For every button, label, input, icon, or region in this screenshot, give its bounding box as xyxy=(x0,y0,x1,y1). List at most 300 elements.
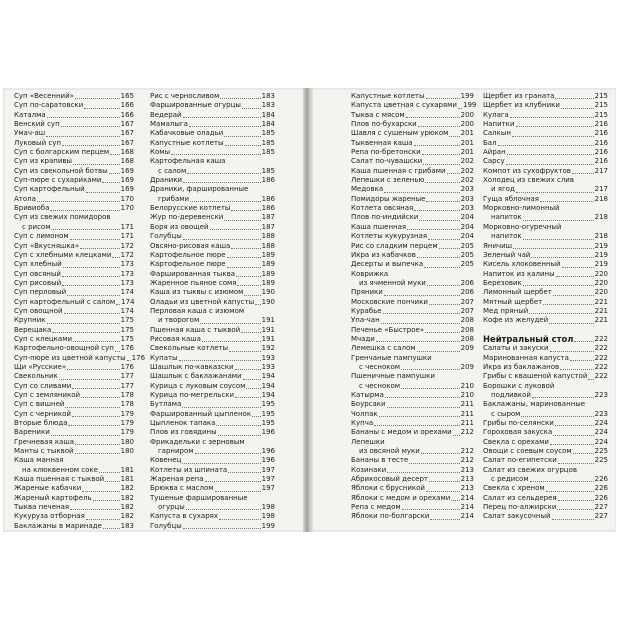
toc-entry-title: Пряники xyxy=(351,288,383,297)
toc-leader-dots xyxy=(523,220,594,221)
toc-entry-title: Фрикадельки с зерновым xyxy=(150,437,245,446)
toc-page-number: 204 xyxy=(460,222,474,231)
toc-leader-dots xyxy=(62,285,119,286)
toc-leader-dots xyxy=(552,519,594,520)
toc-page-number: 212 xyxy=(460,447,474,456)
toc-entry-title: грибами xyxy=(158,194,190,203)
toc-entry xyxy=(14,298,134,307)
toc-page-number: 189 xyxy=(261,278,275,287)
toc-leader-dots xyxy=(424,267,459,268)
toc-entry-title: Плов по-индийски xyxy=(351,213,419,222)
toc-page-number: 189 xyxy=(261,260,275,269)
toc-entry-title: Напиток из калины xyxy=(483,269,555,278)
toc-leader-dots xyxy=(72,416,120,417)
toc-entry-title: Баклажаны в маринаде xyxy=(14,521,102,530)
toc-entry-title: Кофе из желудей xyxy=(483,316,549,325)
toc-entry-title: Суп перловый xyxy=(14,288,67,297)
toc-entry-title: Овощи с соевым соусом xyxy=(483,447,572,456)
toc-leader-dots xyxy=(105,481,119,482)
toc-page-number: 202 xyxy=(460,176,474,185)
toc-entry xyxy=(14,475,134,484)
toc-entry xyxy=(483,279,608,288)
toc-page-number: 205 xyxy=(460,250,474,259)
toc-page-number: 208 xyxy=(460,316,474,325)
toc-entry xyxy=(351,288,474,297)
toc-page-number: 224 xyxy=(594,419,608,428)
toc-entry-title: Коврижка xyxy=(351,269,389,278)
toc-entry-title: Жаренное пьяное сомя xyxy=(150,278,237,287)
toc-entry xyxy=(150,400,275,409)
toc-page-number: 218 xyxy=(594,194,608,203)
toc-entry-title: Свекольник xyxy=(14,372,58,381)
toc-entry-title: Мятный щербет xyxy=(483,297,543,306)
toc-entry xyxy=(14,251,134,260)
toc-entry xyxy=(483,167,608,176)
toc-page-number: 182 xyxy=(120,512,134,521)
toc-leader-dots xyxy=(401,369,460,370)
toc-leader-dots xyxy=(218,435,261,436)
toc-leader-dots xyxy=(531,257,593,258)
toc-section-heading xyxy=(483,335,608,344)
toc-leader-dots xyxy=(558,463,594,464)
toc-page-number: 214 xyxy=(460,512,474,521)
toc-entry xyxy=(150,326,275,335)
toc-leader-dots xyxy=(523,285,594,286)
toc-entry xyxy=(351,400,474,409)
toc-leader-dots xyxy=(210,229,261,230)
toc-entry xyxy=(14,279,134,288)
toc-entry-title: подливкой xyxy=(491,391,531,399)
toc-entry-title: Компот из сухофруктов xyxy=(483,166,571,175)
toc-leader-dots xyxy=(425,332,460,333)
toc-leader-dots xyxy=(523,239,594,240)
toc-leader-dots xyxy=(37,201,120,202)
toc-page-number: 208 xyxy=(460,325,474,334)
toc-entry-title: Щи «Русские» xyxy=(14,362,67,371)
toc-entry-title: Кулага xyxy=(483,110,509,119)
toc-entry-title: Морковно-огуречный xyxy=(483,222,562,231)
toc-leader-dots xyxy=(451,500,459,501)
toc-entry xyxy=(483,428,608,437)
toc-entry xyxy=(483,176,608,185)
toc-page-number: 167 xyxy=(120,138,134,147)
toc-entry xyxy=(483,400,608,409)
toc-column-4 xyxy=(483,92,608,522)
toc-entry xyxy=(351,307,474,316)
toc-entry xyxy=(351,148,474,157)
toc-page-number: 201 xyxy=(460,148,474,157)
toc-entry xyxy=(14,428,134,437)
toc-page-number: 202 xyxy=(460,157,474,166)
toc-entry xyxy=(14,326,134,335)
toc-column-2 xyxy=(150,92,275,531)
toc-entry xyxy=(351,232,474,241)
toc-page-number: 206 xyxy=(460,278,474,287)
toc-entry xyxy=(351,213,474,222)
toc-entry xyxy=(150,298,275,307)
toc-leader-dots xyxy=(255,304,261,305)
toc-entry xyxy=(351,410,474,419)
toc-entry xyxy=(150,391,275,400)
toc-column-3 xyxy=(351,92,477,522)
toc-entry-title: Овсяно-рисовая каша xyxy=(150,241,231,250)
toc-leader-dots xyxy=(182,407,260,408)
toc-leader-dots xyxy=(409,463,459,464)
toc-leader-dots xyxy=(384,295,460,296)
toc-entry-title: Перец по-алжирски xyxy=(483,503,557,512)
toc-entry-title: Суп с лимоном xyxy=(14,232,69,241)
toc-entry xyxy=(150,176,275,185)
toc-entry xyxy=(483,307,608,316)
toc-entry-title: Суп из крапивы xyxy=(14,157,73,166)
toc-entry xyxy=(14,382,134,391)
toc-entry-title: Суп со сливами xyxy=(14,381,72,390)
toc-entry xyxy=(14,494,134,503)
toc-entry xyxy=(14,92,134,101)
toc-entry-title: Мчади xyxy=(351,334,375,343)
toc-leader-dots xyxy=(50,210,119,211)
toc-leader-dots xyxy=(453,435,460,436)
toc-entry xyxy=(351,391,474,400)
toc-leader-dots xyxy=(65,407,119,408)
toc-entry-title: Свекла с хреном xyxy=(483,484,545,493)
toc-entry xyxy=(14,372,134,381)
toc-page-number: 222 xyxy=(594,353,608,362)
toc-page-number: 193 xyxy=(261,362,275,371)
toc-page-number: 181 xyxy=(120,475,134,484)
toc-entry-title: напиток xyxy=(491,213,522,222)
toc-page-number: 224 xyxy=(594,437,608,446)
toc-leader-dots xyxy=(572,173,594,174)
toc-entry-title: Ведерай xyxy=(150,110,182,119)
toc-entry-title: Шавля с сушеным урюком xyxy=(351,129,449,138)
toc-leader-dots xyxy=(200,323,260,324)
toc-leader-dots xyxy=(183,528,261,529)
toc-entry xyxy=(150,279,275,288)
toc-page-number: 167 xyxy=(120,120,134,129)
toc-entry xyxy=(14,438,134,447)
toc-entry-title: и творогом xyxy=(158,316,200,325)
toc-entry xyxy=(351,204,474,213)
toc-entry xyxy=(150,260,275,269)
toc-entry-title: Котлеты кукурузная xyxy=(351,232,428,241)
toc-leader-dots xyxy=(183,117,261,118)
toc-leader-dots xyxy=(510,117,594,118)
toc-entry xyxy=(14,400,134,409)
toc-entry xyxy=(14,157,134,166)
toc-entry-title: Картофельно-овощной суп xyxy=(14,344,114,353)
toc-leader-dots xyxy=(387,472,459,473)
toc-entry xyxy=(483,111,608,120)
toc-page-number: 216 xyxy=(594,129,608,138)
toc-entry-title: Рисовая каша xyxy=(150,334,201,343)
toc-page-number: 179 xyxy=(120,409,134,418)
toc-leader-dots xyxy=(51,229,119,230)
toc-entry xyxy=(150,503,275,512)
toc-entry-title: Баклажаны, маринованные xyxy=(483,400,586,409)
toc-page-number: 190 xyxy=(261,297,275,306)
toc-leader-dots xyxy=(99,472,120,473)
toc-leader-dots xyxy=(109,173,120,174)
toc-entry xyxy=(150,494,275,503)
toc-entry-title: Салат из сельдерея xyxy=(483,493,557,502)
toc-entry xyxy=(150,372,275,381)
toc-entry xyxy=(351,512,474,521)
toc-leader-dots xyxy=(62,276,120,277)
toc-page-number: 169 xyxy=(120,176,134,185)
toc-page-number: 188 xyxy=(261,232,275,241)
toc-entry-title: Манты с тыквой xyxy=(14,447,74,456)
toc-page-number: 198 xyxy=(261,512,275,521)
toc-leader-dots xyxy=(546,491,594,492)
toc-leader-dots xyxy=(59,379,120,380)
toc-entry xyxy=(483,120,608,129)
toc-page-number: 209 xyxy=(460,362,474,371)
toc-entry xyxy=(150,419,275,428)
toc-page-number: 220 xyxy=(594,288,608,297)
toc-entry-title: Салкын xyxy=(483,129,511,138)
toc-entry-title: Гречневая каша xyxy=(14,437,75,446)
toc-leader-dots xyxy=(430,519,459,520)
toc-entry xyxy=(351,279,474,288)
toc-leader-dots xyxy=(588,379,593,380)
toc-leader-dots xyxy=(75,453,120,454)
toc-entry xyxy=(150,92,275,101)
toc-leader-dots xyxy=(498,145,594,146)
toc-entry-title: Суп «Весенний» xyxy=(14,92,74,100)
toc-page-number: 174 xyxy=(121,297,135,306)
toc-entry-title: Пшенная каша с тыквой xyxy=(150,325,241,334)
toc-leader-dots xyxy=(516,126,594,127)
toc-leader-dots xyxy=(562,267,594,268)
toc-entry xyxy=(14,167,134,176)
toc-entry xyxy=(351,223,474,232)
toc-entry-title: Гороховая закуска xyxy=(483,428,553,437)
toc-page-number: 226 xyxy=(594,493,608,502)
toc-page-number: 199 xyxy=(261,521,275,530)
toc-page-number: 187 xyxy=(261,213,275,222)
toc-page-number: 196 xyxy=(261,428,275,437)
toc-entry-title: Суп рисовый xyxy=(14,278,62,287)
toc-leader-dots xyxy=(529,313,593,314)
toc-page-number: 222 xyxy=(594,334,608,343)
toc-leader-dots xyxy=(70,239,120,240)
toc-page-number: 191 xyxy=(261,334,275,343)
toc-page-number: 207 xyxy=(460,306,474,315)
toc-entry-title: Тыква с мясом xyxy=(351,110,405,119)
toc-page-number: 169 xyxy=(120,185,134,194)
toc-page-number: 186 xyxy=(261,176,275,185)
toc-entry xyxy=(483,129,608,138)
toc-entry xyxy=(483,157,608,166)
toc-page-number: 181 xyxy=(120,465,134,474)
toc-entry xyxy=(14,363,134,372)
toc-page-number: 223 xyxy=(594,391,608,399)
toc-leader-dots xyxy=(47,117,120,118)
toc-leader-dots xyxy=(426,201,459,202)
toc-entry xyxy=(14,129,134,138)
toc-page-number: 224 xyxy=(594,428,608,437)
toc-page-number: 167 xyxy=(120,129,134,138)
toc-entry-title: Маринованная капуста xyxy=(483,353,569,362)
toc-page-number: 176 xyxy=(131,353,146,362)
toc-leader-dots xyxy=(202,341,261,342)
toc-entry-title: Боря из овощей xyxy=(150,222,209,231)
toc-page-number: 190 xyxy=(261,288,275,297)
toc-page-number: 194 xyxy=(261,391,275,399)
toc-leader-dots xyxy=(458,108,462,109)
toc-leader-dots xyxy=(75,98,120,99)
toc-entry-title: Голубцы xyxy=(150,232,182,241)
toc-entry-title: Лепешки с зеленью xyxy=(351,176,425,185)
toc-page-number: 202 xyxy=(460,166,474,175)
toc-entry xyxy=(150,410,275,419)
toc-page-number: 189 xyxy=(261,269,275,278)
toc-leader-dots xyxy=(429,304,460,305)
toc-leader-dots xyxy=(187,173,260,174)
toc-entry xyxy=(351,298,474,307)
toc-entry xyxy=(483,372,608,381)
toc-leader-dots xyxy=(540,201,594,202)
toc-entry-title: Салат из свежих огурцов xyxy=(483,465,577,474)
toc-entry xyxy=(351,111,474,120)
toc-entry xyxy=(14,353,146,363)
toc-leader-dots xyxy=(67,369,119,370)
toc-entry-title: из овсяной муки xyxy=(359,447,420,456)
toc-entry-title: Суп овсяный xyxy=(14,269,61,278)
toc-leader-dots xyxy=(543,304,593,305)
toc-entry-title: Репа с медом xyxy=(351,503,401,512)
toc-entry xyxy=(150,475,275,484)
toc-entry-title: Комы xyxy=(150,148,171,157)
toc-page-number: 174 xyxy=(120,288,134,297)
toc-page-number: 194 xyxy=(261,372,275,381)
toc-page-number: 185 xyxy=(261,166,275,175)
toc-page-number: 185 xyxy=(261,138,275,147)
toc-entry xyxy=(150,139,275,148)
toc-entry-title: с салом xyxy=(158,166,187,175)
toc-entry xyxy=(14,466,134,475)
toc-page-number: 173 xyxy=(120,269,134,278)
toc-leader-dots xyxy=(68,425,119,426)
toc-leader-dots xyxy=(183,239,261,240)
toc-leader-dots xyxy=(555,98,593,99)
toc-leader-dots xyxy=(507,154,594,155)
toc-page-number: 166 xyxy=(120,110,134,119)
toc-leader-dots xyxy=(447,173,460,174)
toc-entry xyxy=(14,213,134,222)
toc-entry-title: Медовка xyxy=(351,185,384,194)
toc-entry xyxy=(351,139,474,148)
toc-entry-title: Суп с черникой xyxy=(14,409,71,418)
toc-page-number: 216 xyxy=(594,120,608,129)
toc-entry xyxy=(483,391,608,400)
toc-entry xyxy=(150,223,275,232)
toc-entry xyxy=(14,335,134,344)
toc-page-number: 208 xyxy=(460,334,474,343)
toc-page-number: 168 xyxy=(120,157,134,166)
toc-entry xyxy=(14,101,134,110)
toc-entry xyxy=(351,195,474,204)
toc-entry xyxy=(483,419,608,428)
toc-leader-dots xyxy=(387,407,460,408)
toc-entry-title: Печенье «Быстрое» xyxy=(351,325,425,334)
toc-page-number: 200 xyxy=(460,110,474,119)
toc-page-number: 227 xyxy=(594,503,608,512)
toc-entry xyxy=(483,213,608,222)
toc-page-number: 222 xyxy=(594,372,608,381)
toc-entry-title: Салат по-египетски xyxy=(483,456,557,465)
toc-entry xyxy=(483,251,608,260)
toc-entry-title: Десерты и выпечка xyxy=(351,260,424,269)
toc-entry-title: Яничиш xyxy=(483,241,513,250)
toc-leader-dots xyxy=(429,481,460,482)
toc-entry xyxy=(150,344,275,353)
toc-leader-dots xyxy=(171,154,261,155)
toc-page-number: 172 xyxy=(120,250,134,259)
toc-entry-title: Борошки с луковой xyxy=(483,381,555,390)
toc-entry-title: Лепешки xyxy=(351,437,385,446)
toc-entry-title: Кукуруза отборная xyxy=(14,512,85,521)
toc-entry-title: Яблоки по-болгарски xyxy=(351,512,430,521)
toc-page-number: 191 xyxy=(261,325,275,334)
toc-entry xyxy=(14,111,134,120)
toc-page-number: 193 xyxy=(261,353,275,362)
toc-page-number: 179 xyxy=(120,419,134,428)
toc-entry xyxy=(14,204,134,213)
toc-page-number: 170 xyxy=(120,194,134,203)
toc-leader-dots xyxy=(235,397,261,398)
toc-leader-dots xyxy=(556,276,594,277)
toc-leader-dots xyxy=(384,192,460,193)
toc-leader-dots xyxy=(532,397,594,398)
book-gutter xyxy=(303,88,313,532)
toc-entry xyxy=(483,92,608,101)
toc-entry-title: Рис с черносливом xyxy=(150,92,220,100)
toc-page-number: 219 xyxy=(594,241,608,250)
toc-entry-title: и ягод xyxy=(491,185,515,194)
toc-entry xyxy=(150,316,275,325)
toc-leader-dots xyxy=(215,491,261,492)
toc-page-number: 212 xyxy=(460,456,474,465)
toc-entry-title: Купаты xyxy=(150,353,178,362)
toc-entry xyxy=(351,456,474,465)
toc-entry xyxy=(14,139,134,148)
toc-entry xyxy=(483,316,608,325)
toc-leader-dots xyxy=(81,397,120,398)
toc-page-number: 207 xyxy=(460,297,474,306)
toc-entry xyxy=(14,484,134,493)
toc-page-number: 185 xyxy=(261,129,275,138)
toc-entry-title: Салаты и закуски xyxy=(483,344,549,353)
toc-leader-dots xyxy=(195,453,261,454)
toc-entry xyxy=(14,512,134,521)
toc-page-number: 206 xyxy=(460,288,474,297)
toc-entry-title: Икра из кабачков xyxy=(351,250,416,259)
toc-entry-title: Цыпленок тапака xyxy=(150,419,216,428)
toc-entry-title: Айран xyxy=(483,148,506,157)
toc-entry-title: Кабачковые оладьи xyxy=(150,129,224,138)
toc-entry xyxy=(14,185,134,194)
toc-entry-title: Голубцы xyxy=(150,521,182,530)
toc-leader-dots xyxy=(401,388,460,389)
toc-leader-dots xyxy=(423,164,459,165)
toc-leader-dots xyxy=(512,136,594,137)
toc-entry xyxy=(14,195,134,204)
toc-leader-dots xyxy=(231,210,260,211)
toc-entry xyxy=(150,456,275,465)
toc-entry-title: Драники, фаршированные xyxy=(150,185,249,194)
